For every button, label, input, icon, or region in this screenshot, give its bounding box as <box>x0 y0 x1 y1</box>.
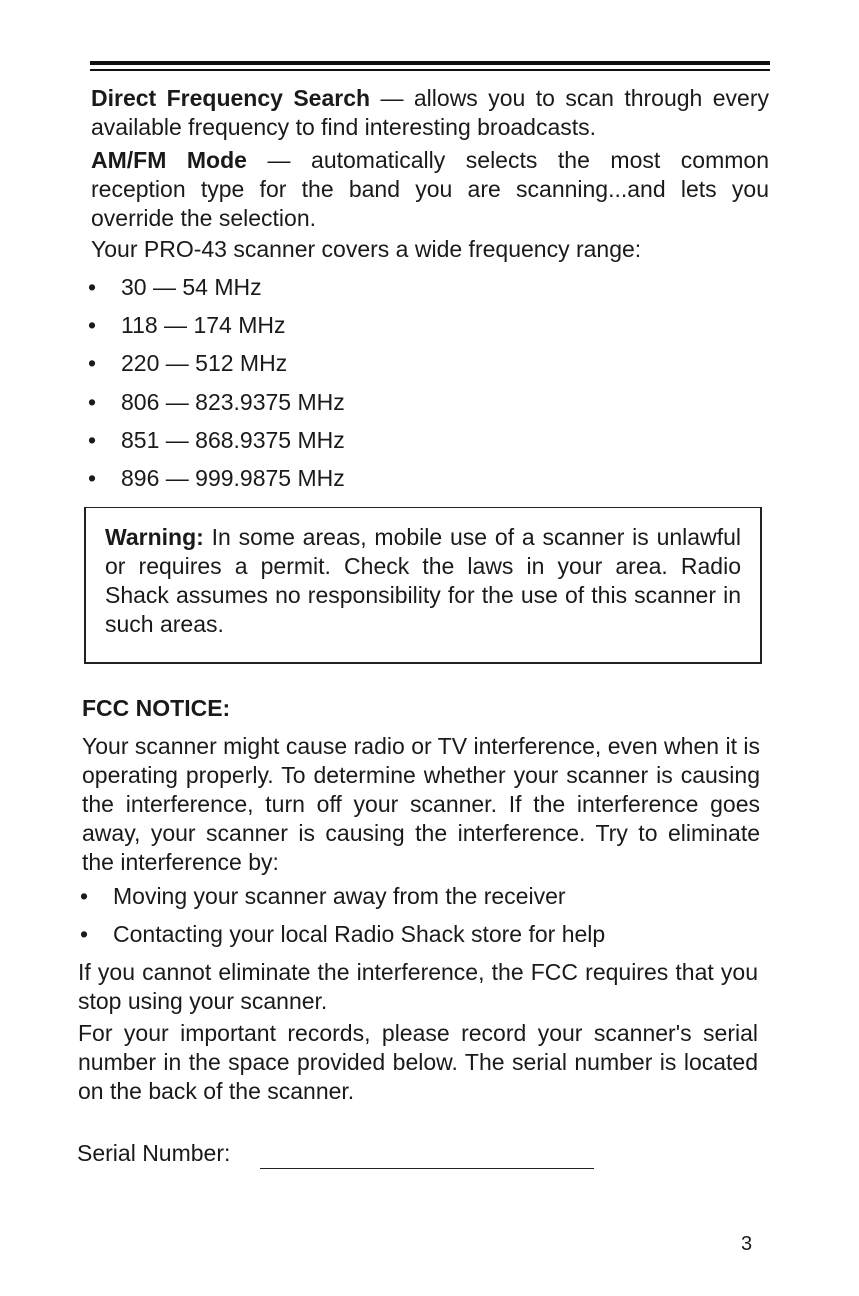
list-item: • 220 — 512 MHz <box>88 349 345 387</box>
warning-label: Warning: <box>105 524 204 550</box>
list-item: • 806 — 823.9375 MHz <box>88 388 345 426</box>
list-item: • 30 — 54 MHz <box>88 273 345 311</box>
warning-body: In some areas, mobile use of a scanner is unlawful or requires a permit. Check the laws in your area. Radio Shack assumes no responsibility for the use of this scanner in such areas. <box>105 524 741 637</box>
direct-frequency-search-paragraph <box>91 84 769 142</box>
list-item: • 851 — 868.9375 MHz <box>88 426 345 464</box>
amfm-mode-term: AM/FM Mode <box>91 147 247 173</box>
list-item: • Moving your scanner away from the receiver <box>80 882 605 920</box>
page-number: 3 <box>741 1233 753 1255</box>
frequency-range-list <box>88 273 345 502</box>
fcc-notice-heading: FCC NOTICE: <box>82 695 231 721</box>
top-rule <box>90 61 770 65</box>
serial-number-label: Serial Number: <box>77 1140 231 1166</box>
fcc-interference-paragraph: Your scanner might cause radio or TV interference, even when it is operating properly. To determine whether your scanner is causing the interference, turn off your scanner. If the interference goes away, your scanner is causing the interference. Try to eliminate the interference by: <box>82 733 760 875</box>
amfm-mode-paragraph <box>91 146 769 233</box>
serial-number-blank-line <box>260 1168 594 1169</box>
serial-record-paragraph: For your important records, please record your scanner's serial number in the space provided below. The serial number is located on the back of the scanner. <box>78 1020 758 1104</box>
list-item: • 896 — 999.9875 MHz <box>88 464 345 502</box>
fcc-requirement-paragraph: If you cannot eliminate the interference, the FCC requires that you stop using your scanner. <box>78 959 758 1014</box>
warning-box <box>84 507 762 663</box>
direct-frequency-search-term: Direct Frequency Search <box>91 85 371 111</box>
warning-text <box>105 523 741 639</box>
list-item: • Contacting your local Radio Shack store for help <box>80 920 605 958</box>
remedy-list <box>80 882 605 958</box>
amfm-mode-text: — automatically selects the most common reception type for the band you are scanning...and lets you override the selection. <box>91 147 769 231</box>
coverage-intro: Your PRO-43 scanner covers a wide frequency range: <box>91 236 642 262</box>
list-item: • 118 — 174 MHz <box>88 311 345 349</box>
direct-frequency-search-text: — allows you to scan through every available frequency to find interesting broadcasts. <box>91 85 769 140</box>
